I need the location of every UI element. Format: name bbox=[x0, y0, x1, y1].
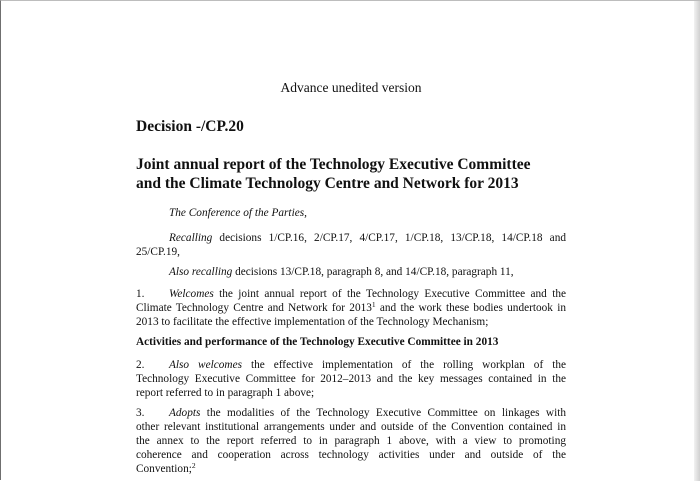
footnote-ref[interactable]: 2 bbox=[191, 461, 196, 470]
also-recalling-lead: Also recalling bbox=[169, 266, 233, 278]
preamble-also-recalling: Also recalling decisions 13/CP.18, paragraph 8, and 14/CP.18, paragraph 11, bbox=[169, 266, 514, 278]
section-heading: Activities and performance of the Technology Executive Committee in 2013 bbox=[136, 336, 499, 348]
version-status: Advance unedited version bbox=[280, 80, 422, 95]
decision-number: Decision -/CP.20 bbox=[136, 118, 244, 135]
paragraph-number: 3. bbox=[136, 407, 145, 419]
preamble-recalling: Recalling decisions 1/CP.16, 2/CP.17, 4/CP.17, 1/CP.18, 13/CP.18, 14/CP.18 and 25/CP.19, bbox=[136, 232, 566, 258]
page-edge-shadow bbox=[694, 1, 700, 481]
footnote-ref[interactable]: 1 bbox=[371, 300, 376, 309]
paragraph-1: 1. Welcomes the joint annual report of the Technology Executive Committee and the Climate Technology Centre and Network for 2013$^1$ and the work these bodies undertook in 2013 to facilitate the effective implementation of the Technology Mechanism; bbox=[136, 288, 566, 328]
paragraph-lead: Also welcomes bbox=[169, 359, 242, 371]
preamble-opening: The Conference of the Parties, bbox=[169, 207, 307, 219]
paragraph-lead: Welcomes bbox=[169, 288, 214, 300]
document-title bbox=[136, 155, 531, 193]
title-line: and the Climate Technology Centre and Network for 2013 bbox=[136, 175, 519, 192]
paragraph-3: 3. Adopts the modalities of the Technology Executive Committee on linkages with other relevant institutional arrangements under and outside of the Convention contained in the annex to the report referred to in paragraph 1 above, with a view to promoting coherence and cooperation across technology activities under and outside of the Convention;$^2$ bbox=[136, 407, 566, 475]
paragraph-lead: Adopts bbox=[169, 407, 201, 419]
paragraph-2: 2. Also welcomes the effective implementation of the rolling workplan of the Technology Executive Committee for 2012–2013 and the key messages contained in the report referred to in paragraph 1 above; bbox=[136, 359, 566, 399]
title-line: Joint annual report of the Technology Executive Committee bbox=[136, 156, 531, 173]
recalling-lead: Recalling bbox=[169, 232, 213, 244]
paragraph-number: 2. bbox=[136, 359, 145, 371]
paragraph-number: 1. bbox=[136, 288, 145, 300]
